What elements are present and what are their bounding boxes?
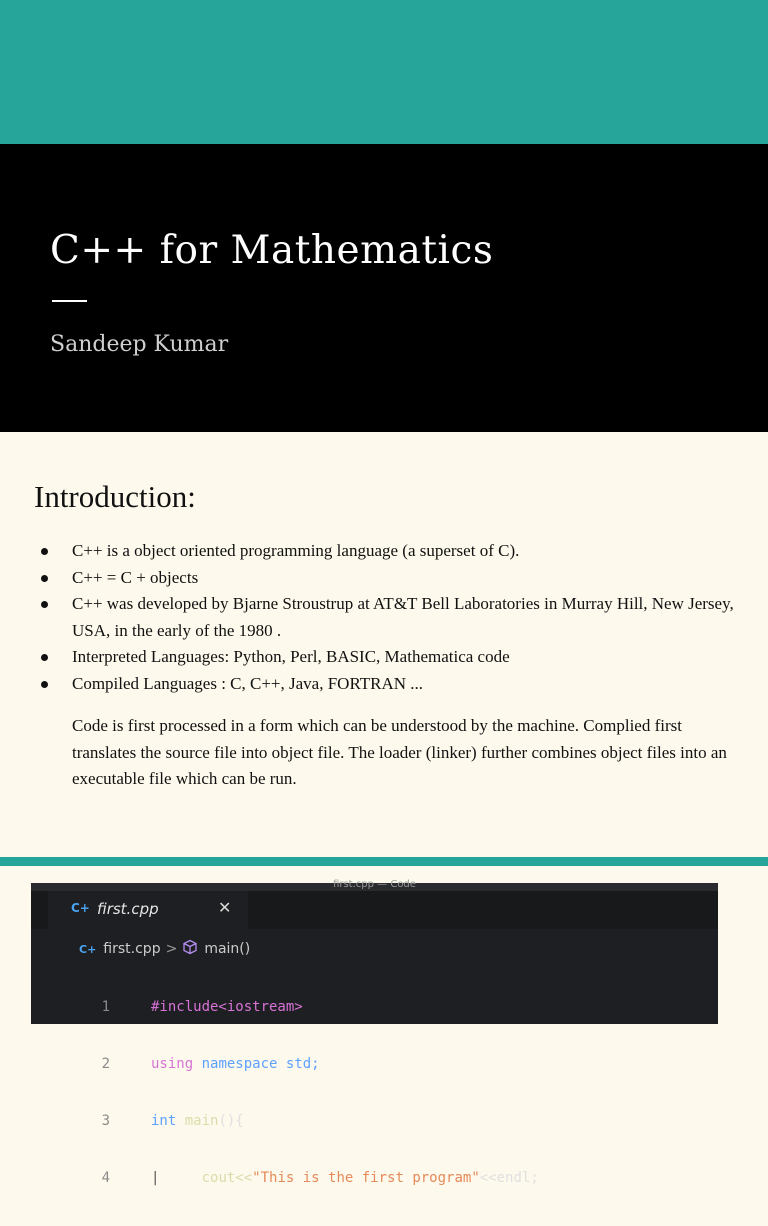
header-band xyxy=(0,0,768,144)
bullet-dot-icon xyxy=(41,654,48,661)
list-item xyxy=(0,538,768,565)
introduction-slide xyxy=(0,432,768,857)
code-token: #include<iostream> xyxy=(151,999,303,1015)
code-token: namespace xyxy=(201,1056,278,1072)
code-line xyxy=(31,998,718,1017)
body-paragraph: Code is first processed in a form which can be understood by the machine. Complied first translates the source file into object file. The loader (linker) further combines object files into an executable file which can be run. xyxy=(72,716,727,788)
title-band xyxy=(0,144,768,432)
list-item xyxy=(0,644,768,671)
tab-first-cpp[interactable] xyxy=(48,891,248,929)
line-number: 1 xyxy=(101,999,110,1015)
cpp-file-icon: C+ xyxy=(79,943,97,956)
code-token: <<endl; xyxy=(479,1170,539,1186)
slide-divider xyxy=(0,857,768,866)
bullet-text: Interpreted Languages: Python, Perl, BASIC, Mathematica code xyxy=(72,647,510,666)
list-item xyxy=(0,591,768,644)
breadcrumb-separator: > xyxy=(165,941,178,957)
bullet-text: C++ = C + objects xyxy=(72,567,199,587)
tab-bar xyxy=(31,891,718,929)
slide-title: C++ for Mathematics xyxy=(50,228,494,273)
bullet-text: C++ is a object oriented programming language (a superset of C). xyxy=(72,541,520,560)
code-token: "This is the first program" xyxy=(252,1170,480,1186)
title-slide xyxy=(0,0,768,432)
slide-heading: Introduction: xyxy=(34,479,196,514)
bullet-dot-icon xyxy=(41,601,48,608)
list-item xyxy=(0,565,768,592)
cube-icon xyxy=(182,939,198,955)
code-line xyxy=(31,1055,718,1074)
bullet-dot-icon xyxy=(41,575,48,582)
cpp-file-icon: C+ xyxy=(71,901,90,915)
breadcrumb-file[interactable]: first.cpp xyxy=(103,941,161,957)
code-token: (){ xyxy=(218,1113,244,1129)
bullet-text: Compiled Languages : C, C++, Java, FORTRAN ... xyxy=(72,673,424,693)
code-line xyxy=(31,1112,718,1131)
title-rule xyxy=(52,300,87,302)
line-number: 2 xyxy=(101,1056,110,1072)
window-title: first.cpp — Code xyxy=(31,883,718,891)
code-slide xyxy=(0,866,768,1186)
tab-label: first.cpp xyxy=(97,900,159,918)
bullet-list xyxy=(0,538,768,697)
code-token: using xyxy=(151,1056,194,1072)
bullet-text: C++ was developed by Bjarne Stroustrup at AT&T Bell Laboratories in Murray Hill, New Jersey, USA, in the early of the 1980 . xyxy=(72,594,734,640)
bullet-dot-icon xyxy=(41,548,48,555)
breadcrumb xyxy=(79,939,250,957)
close-icon[interactable]: ✕ xyxy=(218,898,232,917)
code-area[interactable] xyxy=(31,960,718,1226)
line-number: 4 xyxy=(101,1170,110,1186)
code-line xyxy=(31,1169,718,1188)
breadcrumb-symbol[interactable]: main() xyxy=(204,941,251,957)
bullet-dot-icon xyxy=(41,681,48,688)
code-token: std; xyxy=(285,1056,320,1072)
code-token: int xyxy=(151,1113,177,1129)
code-editor-window xyxy=(31,879,718,1186)
author-name: Sandeep Kumar xyxy=(50,332,229,357)
line-number: 3 xyxy=(101,1113,110,1129)
code-token: cout<< xyxy=(201,1170,253,1186)
list-item xyxy=(0,671,768,698)
code-token: main xyxy=(184,1113,219,1129)
indent-guide: | xyxy=(151,1170,160,1186)
